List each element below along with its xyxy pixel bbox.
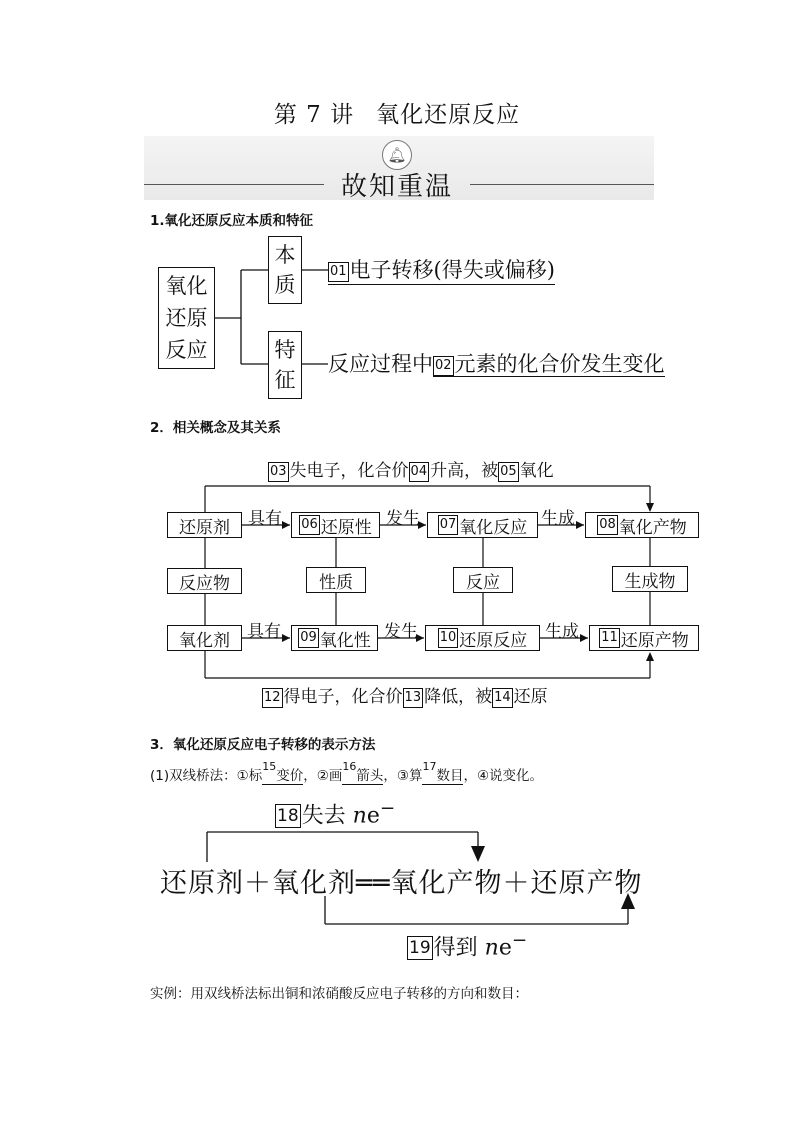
root-line-3: 反应: [165, 338, 208, 362]
lose-e: e: [366, 803, 380, 829]
gain-e: e: [498, 935, 512, 961]
lecture-topic: 氧化还原反应: [376, 102, 521, 128]
essence-answer: [328, 256, 555, 285]
gain-n: n: [484, 935, 499, 961]
gain-electrons-label: [407, 930, 527, 961]
essence-char-2: 质: [274, 273, 296, 297]
method-step-4: ，④说变化。: [463, 768, 544, 784]
oxidation-reaction-text: 氧化反应: [459, 517, 528, 538]
section3-heading: 3．氧化还原反应电子转移的表示方法: [150, 737, 376, 753]
answer-number-17: 17: [422, 760, 437, 773]
answer-number-13: 13: [403, 688, 424, 708]
method-step-3-prefix: ，③算: [383, 768, 423, 784]
double-bridge-method: [150, 760, 544, 784]
feature-answer: [328, 350, 665, 378]
answer-number-05: 05: [498, 462, 519, 482]
oxidizability-text: 氧化性: [319, 630, 371, 651]
feature-box: [268, 331, 302, 399]
feature-prefix: 反应过程中: [328, 352, 433, 376]
essence-char-1: 本: [274, 243, 296, 267]
property-box: 性质: [306, 567, 366, 593]
lose-text: 失去: [301, 803, 346, 829]
redox-equation: 还原剂＋氧化剂══氧化产物＋还原产物: [160, 868, 643, 899]
product-box: 生成物: [612, 566, 688, 592]
oxidizability-box: [291, 625, 378, 651]
concept-root-box: [158, 267, 215, 369]
arrow-label-undergo-1: 发生: [386, 509, 420, 529]
answer-number-14: 14: [492, 688, 513, 708]
top-text-2: 升高，被: [430, 461, 499, 481]
answer-number-10: 10: [438, 628, 459, 648]
feature-char-2: 征: [274, 368, 296, 392]
answer-number-12: 12: [262, 688, 283, 708]
reducibility-text: 还原性: [320, 517, 372, 538]
answer-number-09: 09: [298, 628, 319, 648]
essence-box: [268, 236, 302, 304]
answer-number-16: 16: [342, 760, 357, 773]
answer-number-06: 06: [299, 515, 320, 535]
lecture-number: 第 7 讲: [273, 102, 355, 128]
arrow-label-has-1: 具有: [248, 509, 282, 529]
gain-sup: −: [511, 930, 528, 951]
lose-sup: −: [379, 798, 396, 819]
top-text-3: 氧化: [519, 461, 554, 481]
oxidation-product-box: [585, 512, 699, 538]
top-text-1: 失电子，化合价: [289, 461, 409, 481]
reducibility-box: [291, 512, 380, 538]
reduction-reaction-text: 还原反应: [459, 630, 528, 651]
top-relation-text: [268, 456, 554, 482]
arrow-label-undergo-2: 发生: [384, 622, 418, 642]
answer-number-01: 01: [328, 262, 349, 282]
reducing-agent-box: 还原剂: [167, 512, 242, 538]
method-answer-2: 箭头: [356, 768, 384, 784]
feature-char-1: 特: [274, 338, 296, 362]
section2-heading: 2．相关概念及其关系: [150, 420, 281, 436]
reaction-box: 反应: [453, 567, 513, 593]
oxidation-product-text: 氧化产物: [618, 517, 687, 538]
reactant-box: 反应物: [167, 568, 242, 594]
answer-number-18: 18: [277, 806, 299, 827]
bottom-text-2: 降低，被: [424, 687, 493, 707]
answer-number-03: 03: [268, 462, 289, 482]
answer-number-19: 19: [409, 938, 431, 959]
root-line-2: 还原: [165, 306, 208, 330]
answer-number-02: 02: [433, 356, 454, 376]
arrow-label-produce-1: 生成: [541, 509, 575, 529]
root-line-1: 氧化: [165, 274, 208, 298]
bell-icon: 🔔︎: [382, 140, 412, 170]
reduction-product-box: [589, 625, 699, 651]
bottom-relation-text: [262, 682, 548, 708]
arrow-label-has-2: 具有: [247, 622, 281, 642]
method-answer-3: 数目: [436, 768, 464, 784]
answer-number-08: 08: [597, 515, 618, 535]
bottom-text-3: 还原: [513, 687, 548, 707]
reduction-product-text: 还原产物: [620, 630, 689, 651]
answer-number-11: 11: [599, 628, 620, 648]
arrow-label-produce-2: 生成: [545, 622, 579, 642]
essence-text: 电子转移(得失或偏移): [349, 258, 555, 282]
feature-text: 元素的化合价发生变化: [454, 352, 665, 376]
reduction-reaction-box: [425, 625, 540, 651]
example-text: 实例：用双线桥法标出铜和浓硝酸反应电子转移的方向和数目：: [150, 986, 528, 1002]
answer-number-07: 07: [438, 515, 459, 535]
method-answer-1: 变价: [276, 768, 304, 784]
answer-number-15: 15: [262, 760, 277, 773]
answer-number-04: 04: [409, 462, 430, 482]
section1-heading: 1.氧化还原反应本质和特征: [150, 213, 314, 229]
method-step-2-prefix: ，②画: [303, 768, 343, 784]
banner-title: 故知重温: [340, 172, 453, 202]
oxidizing-agent-box: 氧化剂: [167, 625, 242, 651]
bottom-text-1: 得电子，化合价: [283, 687, 403, 707]
gain-text: 得到: [433, 935, 478, 961]
lose-n: n: [352, 803, 367, 829]
method-step-1-prefix: (1)双线桥法：①标: [150, 768, 263, 784]
oxidation-reaction-box: [427, 512, 538, 538]
lose-electrons-label: [275, 798, 395, 829]
